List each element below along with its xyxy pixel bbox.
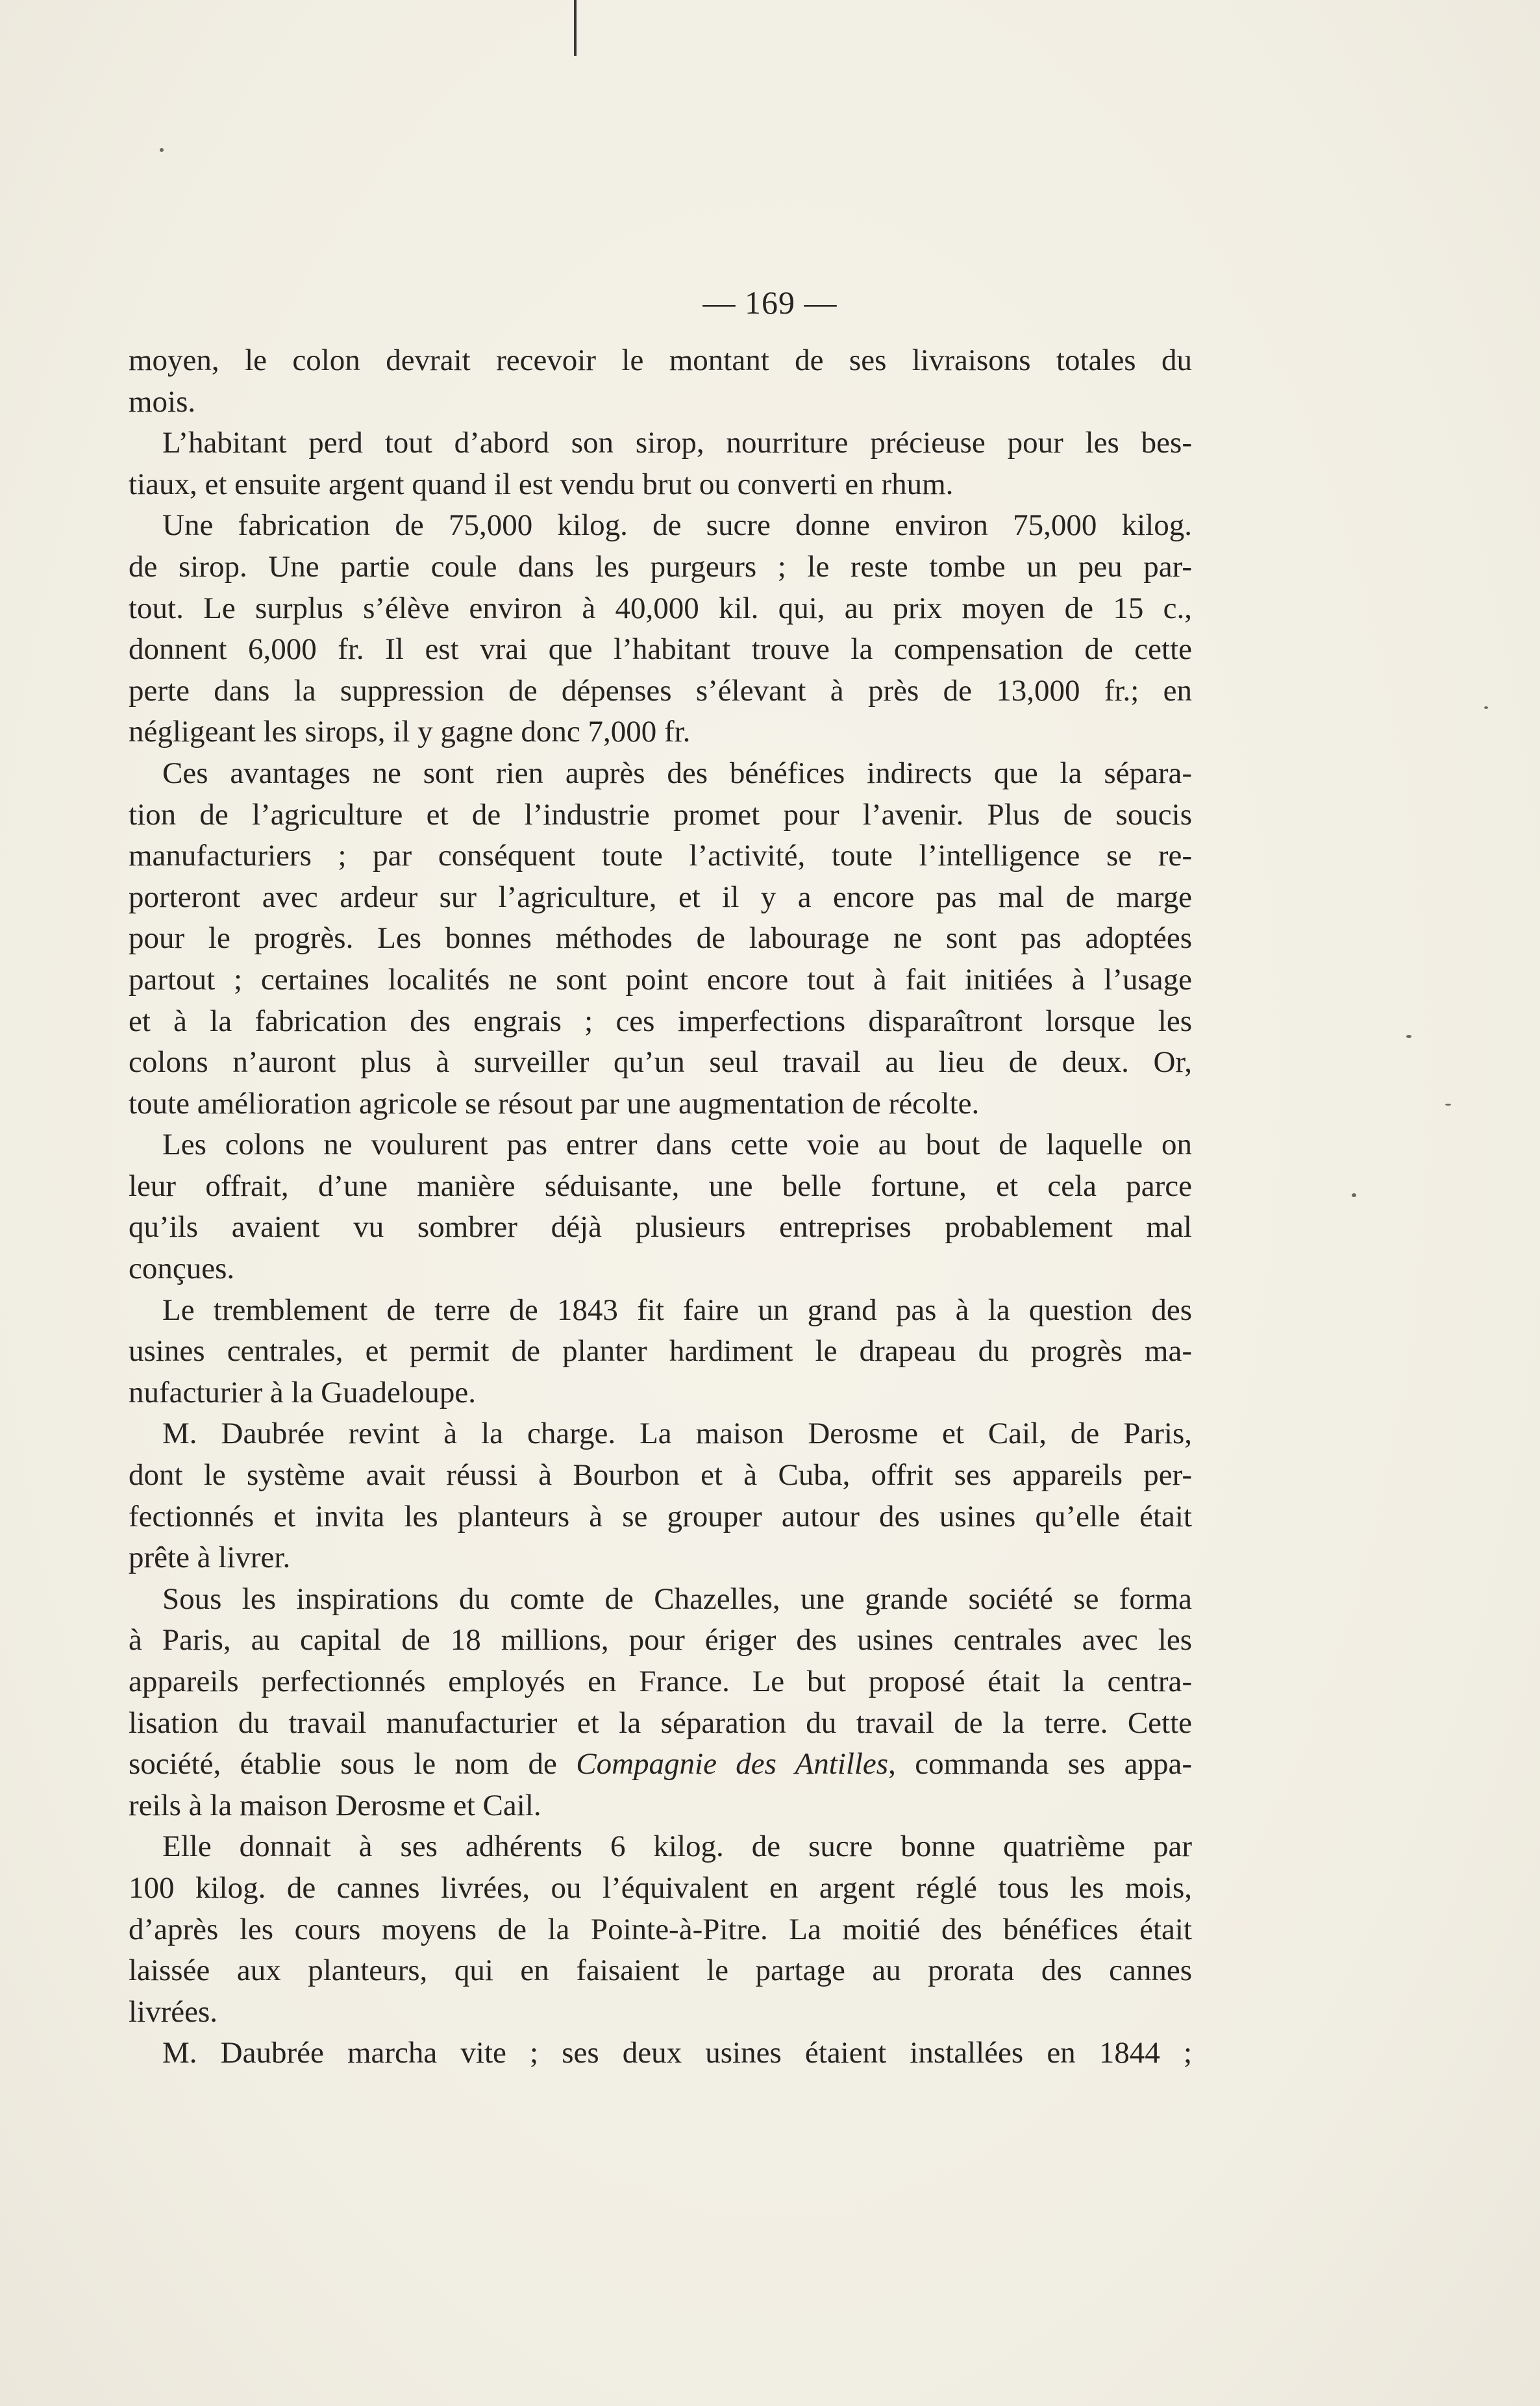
text-line-content: colons n’auront plus à surveiller qu’un seul travail au lieu de deux. Or,: [129, 1045, 1192, 1080]
text-line-content: d’après les cours moyens de la Pointe-à-Pitre. La moitié des bénéfices était: [129, 1912, 1192, 1946]
text-line: [129, 1661, 1192, 1703]
text-line: [129, 1744, 1192, 1785]
text-line: [129, 1992, 1192, 2033]
text-line: [129, 382, 1192, 423]
scan-speck: [1484, 706, 1488, 709]
text-line: [129, 671, 1192, 712]
text-line-content: L’habitant perd tout d’abord son sirop, nourriture précieuse pour les bes-: [162, 426, 1192, 460]
text-line-content: prête à livrer.: [129, 1541, 291, 1575]
text-line-content: porteront avec ardeur sur l’agriculture, et il y a encore pas mal de marge: [129, 880, 1192, 914]
text-line: [129, 1207, 1192, 1248]
text-line-content: laissée aux planteurs, qui en faisaient le partage au prorata des cannes: [129, 1953, 1192, 1988]
text-line-continuation: , commanda ses appa-: [888, 1747, 1192, 1781]
text-line-content: lisation du travail manufacturier et la séparation du travail de la terre. Cette: [129, 1705, 1192, 1740]
page-number: — 169 —: [702, 284, 838, 321]
text-line: [129, 1331, 1192, 1372]
text-line-content: société, établie sous le nom de: [129, 1747, 557, 1781]
text-line-content: 100 kilog. de cannes livrées, ou l’équivalent en argent réglé tous les mois,: [129, 1870, 1192, 1905]
text-line-content: pour le progrès. Les bonnes méthodes de labourage ne sont pas adoptées: [129, 921, 1192, 956]
text-line-content: Les colons ne voulurent pas entrer dans cette voie au bout de laquelle on: [162, 1128, 1192, 1162]
text-line-content: M. Daubrée revint à la charge. La maison Derosme et Cail, de Paris,: [162, 1417, 1192, 1451]
text-line: [129, 1826, 1192, 1868]
text-line: [129, 877, 1192, 919]
scan-speck: [1406, 1035, 1411, 1038]
text-line: [129, 1703, 1192, 1744]
page-edge-mark: [574, 0, 577, 56]
text-line-content: reils à la maison Derosme et Cail.: [129, 1788, 541, 1822]
text-line-content: toute amélioration agricole se résout par une augmentation de récolte.: [129, 1086, 980, 1121]
text-line-content: Sous les inspirations du comte de Chazelles, une grande société se forma: [162, 1581, 1192, 1616]
text-line: [129, 1084, 1192, 1125]
text-line: [129, 1620, 1192, 1661]
scan-speck: [160, 148, 164, 152]
text-line-content: partout ; certaines localités ne sont point encore tout à fait initiées à l’usage: [129, 962, 1192, 997]
text-line-content: Elle donnait à ses adhérents 6 kilog. de sucre bonne quatrième par: [162, 1829, 1192, 1864]
text-line: [129, 1372, 1192, 1414]
text-line: [129, 1124, 1192, 1166]
text-line: [129, 505, 1192, 547]
text-line: [129, 1579, 1192, 1620]
text-line: [129, 1496, 1192, 1538]
text-line-content: Une fabrication de 75,000 kilog. de sucre donne environ 75,000 kilog.: [162, 508, 1192, 543]
text-line-content: M. Daubrée marcha vite ; ses deux usines étaient installées en 1844 ;: [162, 2036, 1192, 2070]
text-line-content: à Paris, au capital de 18 millions, pour ériger des usines centrales avec les: [129, 1623, 1192, 1657]
text-line: [129, 1950, 1192, 1992]
text-line-content: négligeant les sirops, il y gagne donc 7,000 fr.: [129, 715, 691, 749]
text-line: [129, 423, 1192, 464]
text-line-content: usines centrales, et permit de planter hardiment le drapeau du progrès ma-: [129, 1334, 1192, 1369]
text-line-content: appareils perfectionnés employés en France. Le but proposé était la centra-: [129, 1665, 1192, 1698]
text-line-content: dont le système avait réussi à Bourbon et à Cuba, offrit ses appareils per-: [129, 1458, 1192, 1493]
text-line: [129, 795, 1192, 836]
text-line: [129, 836, 1192, 877]
text-line: [129, 960, 1192, 1001]
text-line: [129, 1042, 1192, 1084]
text-line: [129, 547, 1192, 588]
text-line-content: donnent 6,000 fr. Il est vrai que l’habitant trouve la compensation de cette: [129, 632, 1192, 667]
scan-speck: [1352, 1193, 1356, 1197]
text-line: [129, 1455, 1192, 1496]
text-line-content: nufacturier à la Guadeloupe.: [129, 1375, 477, 1409]
text-line-content: mois.: [129, 384, 196, 419]
text-line-content: fectionnés et invita les planteurs à se grouper autour des usines qu’elle était: [129, 1499, 1192, 1533]
text-line: [129, 588, 1192, 630]
text-line: [129, 1248, 1192, 1290]
text-line-content: tout. Le surplus s’élève environ à 40,000 kil. qui, au prix moyen de 15 c.,: [129, 591, 1192, 625]
text-line: [129, 1785, 1192, 1827]
text-line-content: leur offrait, d’une manière séduisante, une belle fortune, et cela parce: [129, 1169, 1192, 1203]
text-line: [129, 1868, 1192, 1909]
text-line: [129, 753, 1192, 795]
scan-speck: [1445, 1104, 1451, 1106]
text-line: [129, 1166, 1192, 1208]
text-line: [129, 712, 1192, 753]
body-text: [129, 340, 1192, 2074]
text-line-content: Le tremblement de terre de 1843 fit faire un grand pas à la question des: [162, 1293, 1192, 1327]
text-line-content: manufacturiers ; par conséquent toute l’activité, toute l’intelligence se re-: [129, 839, 1192, 873]
text-line: [129, 1537, 1192, 1579]
text-line-content: tion de l’agriculture et de l’industrie promet pour l’avenir. Plus de soucis: [129, 797, 1192, 832]
italic-title: Compagnie des Antilles: [576, 1747, 889, 1781]
text-line: [129, 1001, 1192, 1043]
text-line-content: Ces avantages ne sont rien auprès des bénéfices indirects que la sépara-: [162, 756, 1192, 790]
text-line-content: et à la fabrication des engrais ; ces imperfections disparaîtront lorsque les: [129, 1004, 1192, 1038]
text-line: [129, 1909, 1192, 1951]
text-line-content: livrées.: [129, 1994, 218, 2029]
text-line-content: de sirop. Une partie coule dans les purgeurs ; le reste tombe un peu par-: [129, 549, 1192, 584]
text-line: [129, 464, 1192, 506]
text-line-content: moyen, le colon devrait recevoir le montant de ses livraisons totales du: [129, 343, 1192, 377]
text-line: [129, 1413, 1192, 1455]
text-line-content: qu’ils avaient vu sombrer déjà plusieurs entreprises probablement mal: [129, 1210, 1192, 1245]
text-line: [129, 340, 1192, 382]
text-line: [129, 629, 1192, 671]
text-line-content: perte dans la suppression de dépenses s’élevant à près de 13,000 fr.; en: [129, 673, 1192, 708]
text-line: [129, 2033, 1192, 2074]
text-line-content: tiaux, et ensuite argent quand il est vendu brut ou converti en rhum.: [129, 467, 954, 501]
text-line-content: conçues.: [129, 1252, 235, 1286]
text-line: [129, 1290, 1192, 1332]
text-line: [129, 918, 1192, 960]
